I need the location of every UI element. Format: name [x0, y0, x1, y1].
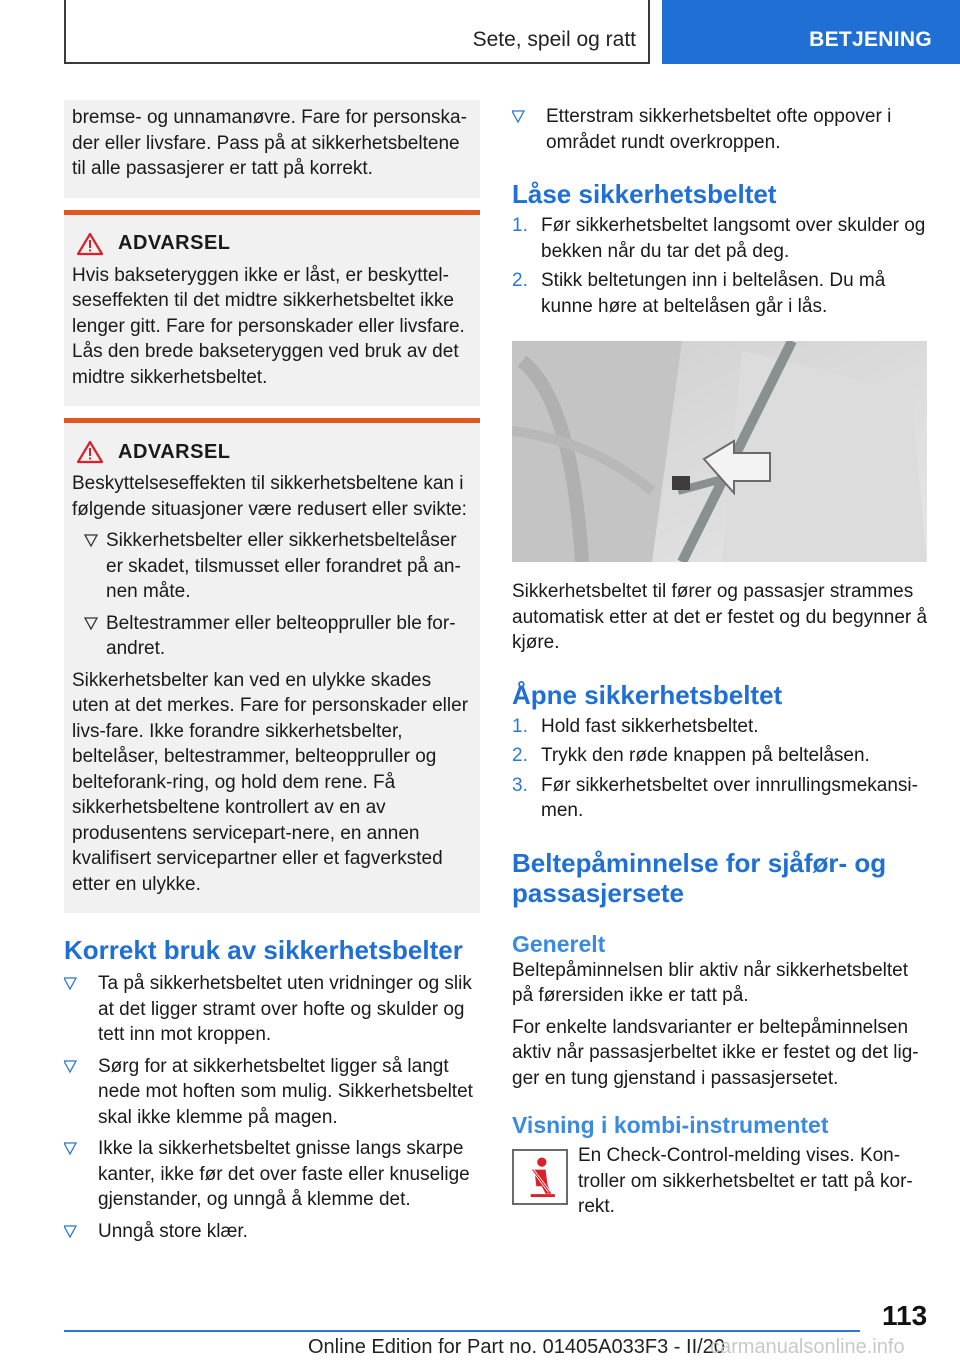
list-item: Sørg for at sikkerhetsbeltet ligger så langt nede mot hoften som mulig. Sikkerhetsbeltet skal ikke klemme på magen.: [64, 1054, 480, 1131]
section-title-belt-reminder: Beltepåminnelse for sjåfør- og passasjersete: [512, 847, 887, 908]
lock-caption: Sikkerhetsbeltet til fører og passasjer strammes automatisk etter at det er festet og du begynner å kjøre.: [512, 581, 928, 653]
indicator-row: [512, 1143, 928, 1220]
header-chapter-label: BETJENING: [809, 28, 932, 51]
subsection-title-display: Visning i kombi-instrumentet: [512, 1112, 829, 1138]
bullet-triangle-icon: [80, 531, 114, 551]
tighten-list: [512, 104, 928, 155]
bullet-triangle-icon: [512, 107, 546, 127]
list-item: Etterstram sikkerhetsbeltet ofte oppover i området rundt overkroppen.: [512, 104, 928, 155]
header-chapter-tab[interactable]: [662, 0, 960, 64]
warning-title-2: ADVARSEL: [118, 440, 231, 463]
list-item: Ta på sikkerhetsbeltet uten vridninger og slik at det ligger stramt over hofte og skulder og tett inn mot kroppen.: [64, 971, 480, 1048]
indicator-text: En Check-Control-melding vises. Kon-troller om sikkerhetsbeltet er tatt på kor-rekt.: [578, 1145, 913, 1217]
warning-title-1: ADVARSEL: [118, 232, 231, 254]
warning-header-2: [72, 439, 472, 465]
bullet-triangle-icon: [64, 1222, 98, 1242]
footer-divider: [64, 1330, 860, 1332]
warning-bullet-list: [72, 528, 472, 662]
bullet-triangle-icon: [64, 974, 98, 994]
note-text: bremse- og unnamanøvre. Fare for personska-der eller livsfare. Pass på at sikkerhetsbeltene til alle passasjerer er tatt på korrekt.: [72, 107, 467, 179]
list-item: Sikkerhetsbelter eller sikkerhetsbeltelåser er skadet, tilsmusset eller forandret på an-nen måte.: [72, 528, 472, 605]
warning-triangle-icon: [76, 440, 104, 464]
warning-intro-2: Beskyttelseseffekten til sikkerhetsbeltene kan i følgende situasjoner være redusert eller svikte:: [72, 473, 467, 520]
warning-header-1: [72, 231, 472, 257]
list-item: Ikke la sikkerhetsbeltet gnisse langs skarpe kanter, ikke før det over faste eller knuselige gjenstander, og unngå å klemme det.: [64, 1136, 480, 1213]
note-box: [64, 100, 480, 198]
lock-steps-list: [512, 213, 928, 319]
warning-outro-2: Sikkerhetsbelter kan ved en ulykke skades uten at det merkes. Fare for personskader eller livs-fare. Ikke forandre sikkerhetsbelter, beltelåser, beltestrammer, belteoppruller og belteforank-ring, og hold dem rene. Få sikkerhetsbeltene kontrollert av en av produsentens servicepart-nere, en annen kvalifisert servicepartner eller et fagverksted etter en ulykke.: [72, 669, 469, 895]
list-item: 3. Før sikkerhetsbeltet over innrullingsmekansi-men.: [512, 774, 918, 821]
left-column: [64, 100, 480, 1244]
general-paragraph-2: For enkelte landsvarianter er beltepåminnelsen aktiv når passasjerbeltet ikke er festet og det lig-ger en tung gjenstand i passasjersetet.: [512, 1016, 919, 1089]
page-number: 113: [882, 1300, 928, 1331]
list-item: Beltestrammer eller belteoppruller ble for-andret.: [72, 611, 472, 662]
right-column: [512, 100, 928, 1220]
seatbelt-photo: [512, 341, 927, 562]
subsection-title-general: Generelt: [512, 930, 606, 957]
bullet-triangle-icon: [64, 1057, 98, 1077]
list-item: 1. Før sikkerhetsbeltet langsomt over skulder og bekken når du tar det på deg.: [512, 215, 926, 262]
list-item: 1. Hold fast sikkerhetsbeltet.: [512, 715, 759, 737]
list-item: 2. Stikk beltetungen inn i beltelåsen. Du må kunne høre at beltelåsen går i lås.: [512, 270, 886, 317]
warning-text-1: Hvis bakseteryggen ikke er låst, er beskyttel-seseffekten til det midtre sikkerhetsbeltet ikke lenger gitt. Fare for personskader eller livsfare. Lås den brede bakseteryggen ved bruk av det midtre sikkerhetsbeltet.: [72, 264, 465, 388]
list-item: 2. Trykk den røde knappen på beltelåsen.: [512, 745, 870, 766]
section-title-correct-use: Korrekt bruk av sikkerhetsbelter: [64, 935, 463, 965]
correct-use-list: [64, 971, 480, 1244]
warning-box-2: [64, 418, 480, 913]
section-title-open-belt: Åpne sikkerhetsbeltet: [512, 679, 783, 710]
header-section-title: Sete, speil og ratt: [472, 28, 636, 51]
warning-box-1: [64, 210, 480, 407]
bullet-triangle-icon: [80, 614, 114, 634]
header-section-box: [64, 0, 650, 64]
footer-watermark: carmanualsonline.info: [710, 1336, 905, 1358]
footer-edition: Online Edition for Part no. 01405A033F3 - II/20: [308, 1336, 725, 1358]
section-title-lock-belt: Låse sikkerhetsbeltet: [512, 179, 777, 209]
seatbelt-warning-icon: [512, 1149, 568, 1205]
list-item: Unngå store klær.: [64, 1219, 480, 1245]
warning-triangle-icon: [76, 232, 104, 256]
open-steps-list: [512, 714, 928, 824]
general-paragraph-1: Beltepåminnelsen blir aktiv når sikkerhetsbeltet på førersiden ikke er tatt på.: [512, 959, 909, 1006]
bullet-triangle-icon: [64, 1139, 98, 1159]
